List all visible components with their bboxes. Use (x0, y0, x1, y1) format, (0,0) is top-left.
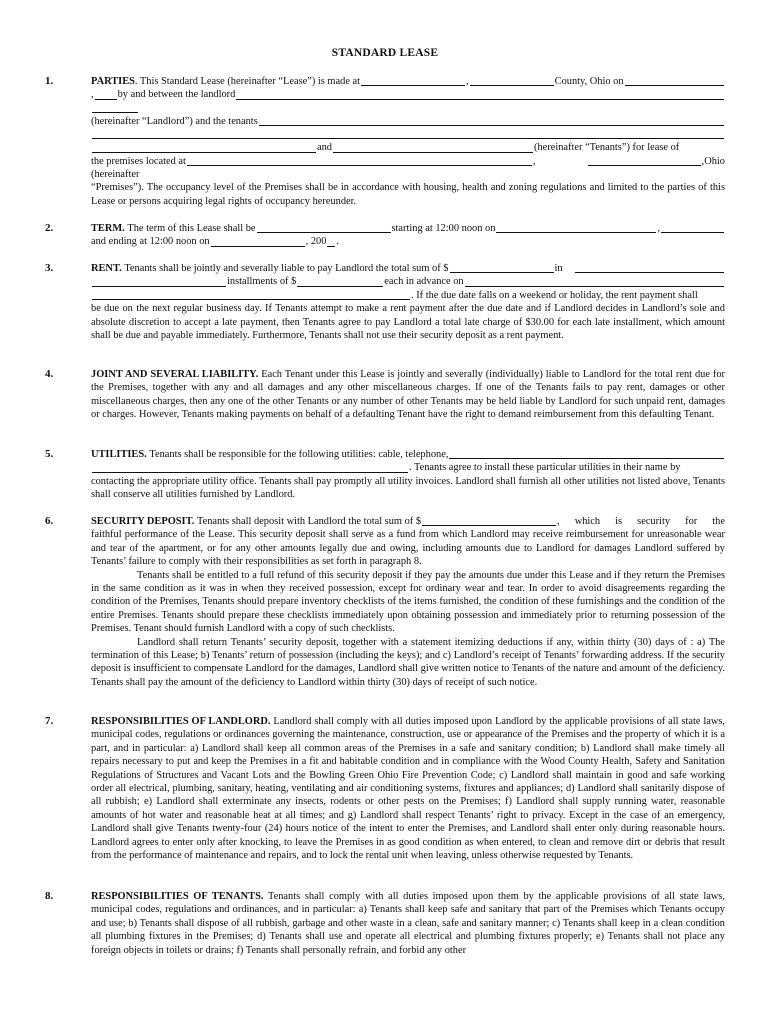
landlord-name-field[interactable] (236, 89, 724, 100)
section-body: SECURITY DEPOSIT. Tenants shall deposit with Landlord the total sum of $ , which is security for the faithful performance of the Lease. This security deposit shall serve as a fund from which Landlord may receive reimbursement for unreasonable wear and tear of the apartment, or for any other amounts legally due and owing, including amounts due to Landlord for damages Landlord suffered by Tenants’ failure to comply with their responsibilities as set forth in paragraph 8. Tenants shall be entitled to a full refund of this security deposit if they pay the amounts due under this Lease and if they return the Premises in the same condition as it was in when they received possession, except for ordinary wear and tear. In order to avoid disagreements regarding the condition of the Premises, Tenants should prepare inventory checklists of the items furnished, the condition of these furnishings and the condition of the entire Premises. Tenants should prepare these checklists immediately upon obtaining possession and immediately prior to returning possession of the Premises. Tenant should furnish Landlord with a copy of such checklists. Landlord shall return Tenants’ security deposit, together with a statement itemizing deductions if any, within thirty (30) days of : a) The termination of this Lease; b) Tenants’ return of possession (including the keys); and c) Landlord’s receipt of Tenants’ forwarding address. If the security deposit is insufficient to compensate Landlord for the damages, Landlord shall give written notice to Tenants of the nature and amount of the deficiency. Tenants shall pay the amount of the deficiency to Landlord within thirty (30) days of receipt of such notice. (91, 516, 725, 688)
section-body (91, 715, 725, 862)
due-date-field[interactable] (465, 276, 724, 287)
premises-address-field[interactable] (187, 155, 532, 166)
section-number: 1. (45, 75, 54, 87)
section-body: RENT. Tenants shall be jointly and severally liable to pay Landlord the total sum of $ in installments of $ each in advance on . If the due date falls on a weekend or holiday, the rent payment shall be due on the next regular business day. If Tenants attempt to make a rent payment after the due date and if Landlord decides in Landlord’s sole and absolute discretion to accept a late payment, then Tenants agree to pay Landlord a total late charge of $30.00 for each late installment, which amount shall be due and payable immediately. Furthermore, Tenants shall not use their security deposit as a rent payment. (91, 263, 725, 342)
utilities-field[interactable] (449, 448, 724, 459)
section-text: “Premises”). The occupancy level of the Premises shall be in accordance with housing, health and zoning regulations and limited to the parties of this Lease or persons acquiring legal rights of occupancy hereunder. (91, 182, 725, 207)
section-body: TERM. The term of this Lease shall be starting at 12:00 noon on , and ending at 12:00 noon on , 200 . (91, 222, 725, 249)
section-text: Tenants shall be entitled to a full refund of this security deposit if they pay the amounts due under this Lease and if they return the Premises in the same condition as it was in when they received possession, except for ordinary wear and tear. In order to avoid disagreements regarding the condition of the Premises, Tenants should prepare inventory checklists of the items furnished, the condition of these furnishings and the condition of the entire Premises. Tenants should prepare these checklists immediately upon obtaining possession and immediately prior to returning possession of the Premises. Tenant should furnish Landlord with a copy of such checklists. (91, 569, 725, 635)
county-field[interactable] (470, 75, 554, 86)
section-number: 4. (45, 368, 54, 380)
section-body: PARTIES . This Standard Lease (hereinafter “Lease”) is made at , County, Ohio on , by and between the landlord (hereinafter “Landlord”) and the tenants and (hereinafter “Tenants”) for lease of the premises located at , ,Ohio (hereinafter “Premises”). The occupancy level of the Premises shall be in accordance with housing, health and zoning regulations and limited to the parties of this Lease or persons acquiring legal rights of occupancy hereunder. (91, 76, 725, 207)
section-heading: SECURITY DEPOSIT. (91, 516, 195, 527)
tenant-field-b[interactable] (333, 142, 533, 153)
term-length-field[interactable] (257, 222, 391, 233)
deposit-amount-field[interactable] (422, 515, 556, 526)
year-field[interactable] (95, 89, 117, 100)
section-body (91, 890, 725, 957)
section-heading: RESPONSIBILITIES OF LANDLORD. (91, 716, 271, 727)
due-date-field-cont[interactable] (92, 289, 410, 300)
rent-total-field[interactable] (450, 262, 554, 273)
start-year-field[interactable] (661, 222, 724, 233)
section-text: Landlord shall return Tenants’ security deposit, together with a statement itemizing deductions if any, within thirty (30) days of : a) The termination of this Lease; b) Tenants’ return of possession (including the keys); and c) Landlord’s receipt of Tenants’ forwarding address. If the security deposit is insufficient to compensate Landlord for the damages, Landlord shall give written notice to Tenants of the nature and amount of the deficiency. Tenants shall pay the amount of the deficiency to Landlord within thirty (30) days of receipt of such notice. (91, 636, 725, 688)
section-heading: RENT. (91, 263, 122, 274)
location-field[interactable] (361, 75, 465, 86)
tenants-name-field-2[interactable] (92, 128, 724, 139)
section-number: 8. (45, 890, 54, 902)
section-number: 6. (45, 515, 54, 527)
utilities-field-cont[interactable] (92, 462, 408, 473)
start-date-field[interactable] (496, 222, 656, 233)
section-heading: PARTIES (91, 76, 135, 87)
document-title: STANDARD LEASE (331, 47, 439, 59)
end-date-field[interactable] (211, 236, 305, 247)
section-heading: TERM. (91, 223, 125, 234)
installment-count-field-cont[interactable] (92, 276, 226, 287)
installment-amount-field[interactable] (297, 276, 383, 287)
section-number: 2. (45, 222, 54, 234)
section-number: 7. (45, 715, 54, 727)
end-year-field[interactable] (327, 236, 335, 247)
section-text: Landlord shall comply with all duties imposed upon Landlord by the applicable provisions of all state laws, municipal codes, regulations or ordinances governing the maintenance, construction, use or appearance of the Premises and the property of which it is a part, and in particular: a) Landlord shall keep all common areas of the Premises in a safe and sanitary condition; b) Landlord shall make timely all repairs necessary to put and keep the Premises in a fit and habitable condition and in compliance with the Wood County Health, Safety and Sanitation Regulations of Structures and Vacant Lots and the Bowling Green Ohio Fire Prevention Code; c) Landlord shall maintain in good and safe working order all electrical, plumbing, sanitary, heating, ventilating and air conditioning systems, fixtures and appliances; d) Landlord shall sanitarily dispose of all rubbish; e) Landlord shall exterminate any insects, rodents or other pests on the Premises; f) Landlord shall supply running water, reasonable amounts of hot water and reasonable heat at all times; and g) Landlord shall respect Tenants’ right to privacy. Except in the case of an emergency, Landlord shall give Tenants twenty-four (24) hours notice of the intent to enter the Premises, and Landlord shall enter only during reasonable hours. Landlord agrees to enter only after knocking, to leave the Premises in as good condition as when entered, to clean and remove dirt or debris that result from the performance of maintenance and repairs, and to lock the rental unit when leaving, unless otherwise requested by Tenants. (91, 716, 725, 862)
section-text: faithful performance of the Lease. This security deposit shall serve as a fund from which Landlord may receive reimbursement for unreasonable wear and tear of the apartment, or for any other amounts legally due and owing, including amounts due to Landlord for damages Landlord suffered by Tenants’ failure to comply with their responsibilities as set forth in paragraph 8. (91, 529, 725, 568)
section-body (91, 368, 725, 422)
section-number: 3. (45, 262, 54, 274)
section-heading: UTILITIES. (91, 449, 147, 460)
date-field[interactable] (625, 75, 724, 86)
tenant-field-a[interactable] (92, 142, 316, 153)
premises-city-field[interactable] (588, 155, 701, 166)
section-heading: JOINT AND SEVERAL LIABILITY. (91, 369, 259, 380)
section-text: Tenants shall comply with all duties imposed upon them by the applicable provisions of all state laws, municipal codes, regulations and ordinances, and in particular: a) Tenants shall keep safe and sanitary that part of the Premises which Tenants occupy and use; b) Tenants shall dispose of all rubbish, garbage and other waste in a clean, safe and sanitary manner; c) Tenants shall keep in a clean condition all plumbing fixtures in the Premises; d) Tenants shall use and operate all electrical and plumbing fixtures properly; e) Tenants shall not place any foreign objects in toilets or drains; f) Tenants shall personally refrain, and forbid any other (91, 891, 725, 956)
installment-count-field[interactable] (575, 262, 724, 273)
landlord-name-field-cont[interactable] (92, 102, 138, 113)
section-number: 5. (45, 448, 54, 460)
section-text: be due on the next regular business day. If Tenants attempt to make a rent payment after the due date and if Landlord decides in Landlord’s sole and absolute discretion to accept a late payment, then Tenants agree to pay Landlord a total late charge of $30.00 for each late installment, which amount shall be due and payable immediately. Furthermore, Tenants shall not use their security deposit as a rent payment. (91, 303, 725, 342)
section-text: Each Tenant under this Lease is jointly and severally (individually) liable to Landlord for the total rent due for the Premises, together with any and all damages and any other miscellaneous charges. If one of the Tenants fails to pay rent, damages or other miscellaneous charges, then any one of the other Tenants or any number of other Tenants may be held liable by Landlord for such unpaid rent, damages or charges. However, Tenants making payments on behalf of a defaulting Tenant have the right to demand reimbursement from this defaulting Tenant. (91, 369, 725, 421)
section-body: UTILITIES. Tenants shall be responsible for the following utilities: cable, telephone, . Tenants agree to install these particular utilities in their name by contacting the appropriate utility office. Tenants shall pay promptly all utility invoices. Landlord shall furnish all other utilities not listed above, Tenants shall conserve all utilities furnished by Landlord. (91, 449, 725, 501)
section-text: contacting the appropriate utility office. Tenants shall pay promptly all utility invoices. Landlord shall furnish all other utilities not listed above, Tenants shall conserve all utilities furnished by Landlord. (91, 475, 725, 501)
section-heading: RESPONSIBILITIES OF TENANTS. (91, 891, 264, 902)
tenants-name-field[interactable] (259, 115, 724, 126)
